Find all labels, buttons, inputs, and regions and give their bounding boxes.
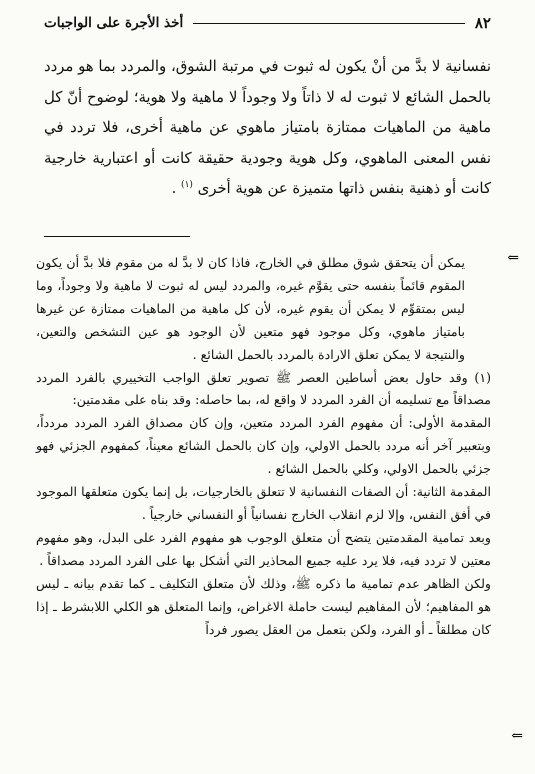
footnote-1-para-4: وبعد تمامية المقدمتين يتضح أن متعلق الوجوب هو مفهوم الفرد على البدل، وهو مفهوم معتين لا تردد فيه، فلا يرد عليه جميع المحاذير التي أشكل بها على الفرد المردد مصداقاً . — [36, 529, 491, 568]
page-number: ٨٢ — [474, 14, 491, 32]
footnote-separator — [44, 236, 190, 237]
footnote-1-para-3: المقدمة الثانية: أن الصفات النفسانية لا تتعلق بالخارجيات، بل إنما يكون متعلقها الموجود في أفق النفس، وإلا لزم انقلاب الخارج نفسانياً أو النفساني خارجياً . — [36, 484, 491, 522]
footnote-1-para-2: المقدمة الأولى: أن مفهوم الفرد المردد متعين، وإن كان مصداق الفرد المردد مردداً، وبتعبير آخر أنه مردد بالحمل الاولي، وإن كان بالحمل الشائع معيناً، كمفهوم الجزئي فهو جزئي بالحمل الاولي، وكلي بالحمل الشائع . — [36, 415, 491, 477]
footnote-1-para-5: ولكن الظاهر عدم تمامية ما ذكره ﷺ، وذلك لأن متعلق التكليف ـ كما تقدم بيانه ـ ليس هو المفاهيم؛ لأن المفاهيم ليست حاملة الاغراض، وإنما المتعلق هو الكلي اللابشرط ـ إذا كان مطلقاً ـ أو الفرد، ولكن بتعمل من العقل يصور فرداً — [36, 575, 491, 637]
main-text — [44, 52, 491, 205]
main-paragraph-text: نفسانية لا بدَّ من أنْ يكون له ثبوت في مرتبة الشوق، والمردد بما هو مردد بالحمل الشائع لا ثبوت له لا ذاتاً ولا وجوداً لا ماهية ولا هوية؛ لوضوح أنّ كل ماهية من الماهيات ممتازة بامتياز ماهوي عن ماهية أخرى، فلا تردد في نفس المعنى الماهوي، وكل هوية وجودية حقيقة كانت أو اعتبارية خارجية كانت أو ذهنية بنفس ذاتها متميزة عن هوية أخرى — [44, 58, 491, 198]
page-header — [44, 10, 491, 36]
main-paragraph: نفسانية لا بدَّ من أنْ يكون له ثبوت في مرتبة الشوق، والمردد بما هو مردد بالحمل الشائع لا ثبوت له لا ذاتاً ولا وجوداً لا ماهية ولا هوية؛ لوضوح أنّ كل ماهية من الماهيات ممتازة بامتياز ماهوي عن ماهية أخرى، فلا تردد في نفس المعنى الماهوي، وكل هوية وجودية حقيقة كانت أو اعتبارية خارجية كانت أو ذهنية بنفس ذاتها متميزة عن هوية أخرى $^{(١)}$ . — [44, 58, 491, 198]
footnote-ref: (١) — [181, 180, 193, 191]
continued-arrow-icon: ⇐ — [507, 250, 519, 266]
continues-arrow-icon: ⇐ — [511, 728, 523, 744]
footnotes — [36, 252, 491, 641]
running-title: أخذ الأجرة على الواجبات — [44, 15, 184, 31]
footnote-continuation: يمكن أن يتحقق شوق مطلق في الخارج، فاذا كان لا بدَّ له من مقوم فلا بدَّ أن يكون المقوم قائماً بنفسه حتى يقوَّم غيره، والمردد ليس له ثبوت لا ماهية ولا وجوداً، وما ليس بمتقوِّم لا يمكن أن يقوم غيره، لأن كل ماهية من الماهيات ممتازة عن غيرها بامتياز ماهوي، وكل موجود فهو متعين لأن الوجود هو عين التشخص والتعين، والنتيجة لا يمكن تعلق الارادة بالمردد بالحمل الشائع . — [36, 255, 465, 362]
footnote-1-para-1: (١) وقد حاول بعض أساطين العصر ﷺ تصوير تعلق الواجب التخييري بالفرد المردد مصداقاً مع تسليمه أن الفرد المردد لا واقع له، بما حاصله: وقد بناه على مقدمتين: — [36, 369, 491, 408]
header-rule — [193, 23, 465, 24]
